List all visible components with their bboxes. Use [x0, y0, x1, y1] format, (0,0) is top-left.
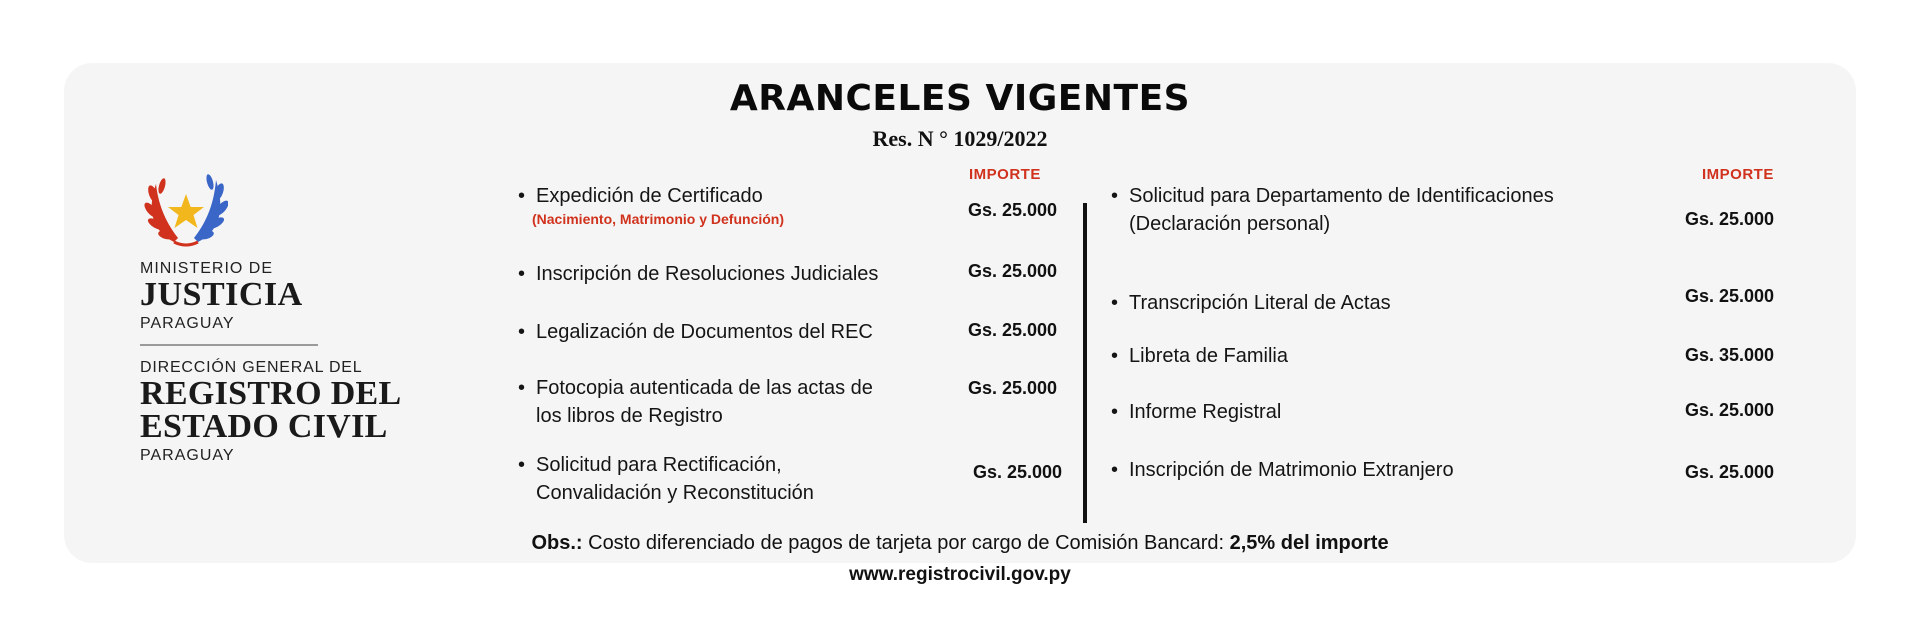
item-price: Gs. 25.000 [973, 462, 1063, 482]
obs-text: Costo diferenciado de pagos de tarjeta por cargo de Comisión Bancard: [582, 532, 1230, 554]
item-label-line2: (Declaración personal) [1129, 213, 1331, 235]
item-note: (Nacimiento, Matrimonio y Defunción) [532, 211, 785, 227]
item-price: Gs. 25.000 [1685, 400, 1775, 420]
list-item [1111, 342, 1288, 370]
item-label: Expedición de Certificado [536, 185, 763, 207]
item-price: Gs. 25.000 [968, 261, 1058, 281]
ministry-name: JUSTICIA [140, 276, 303, 313]
resolution-number: Res. N ° 1029/2022 [872, 126, 1048, 151]
item-label-line1: Fotocopia autenticada de las actas de [536, 377, 873, 399]
item-label-line2: los libros de Registro [536, 405, 723, 427]
bullet-icon: • [1111, 292, 1119, 314]
item-label: Informe Registral [1129, 401, 1282, 423]
page-title: ARANCELES VIGENTES [729, 78, 1191, 119]
item-label: Legalización de Documentos del REC [536, 321, 873, 343]
obs-highlight: 2,5% del importe [1229, 532, 1389, 554]
column-divider [1083, 203, 1087, 523]
list-item [1111, 398, 1282, 426]
ministry-label: MINISTERIO DE [140, 260, 274, 277]
list-item [518, 451, 814, 507]
item-label: Libreta de Familia [1129, 345, 1288, 367]
direction-name [140, 377, 402, 443]
left-importe-header: IMPORTE [969, 166, 1041, 183]
item-price: Gs. 25.000 [1685, 462, 1775, 482]
logo-divider [140, 344, 318, 346]
bullet-icon: • [518, 185, 526, 207]
obs-label: Obs.: [531, 532, 583, 554]
observation-note [0, 532, 1920, 555]
item-price: Gs. 25.000 [968, 200, 1058, 220]
direction-country: PARAGUAY [140, 447, 235, 464]
bullet-icon: • [518, 263, 526, 285]
website-link[interactable]: www.registrocivil.gov.py [849, 564, 1071, 585]
item-price: Gs. 25.000 [1685, 209, 1775, 229]
bullet-icon: • [1111, 459, 1119, 481]
bullet-icon: • [1111, 345, 1119, 367]
right-importe-header: IMPORTE [1702, 166, 1774, 183]
paraguay-star-laurel-emblem-icon [144, 172, 228, 248]
item-label: Inscripción de Resoluciones Judiciales [536, 263, 879, 285]
list-item [518, 260, 879, 288]
ministry-country: PARAGUAY [140, 315, 235, 332]
bullet-icon: • [518, 454, 526, 476]
item-label-line2: Convalidación y Reconstitución [536, 482, 814, 504]
bullet-icon: • [1111, 401, 1119, 423]
direction-name-line2: ESTADO CIVIL [140, 408, 388, 445]
list-item [518, 374, 873, 430]
list-item [518, 182, 785, 228]
list-item [1111, 289, 1391, 317]
item-price: Gs. 25.000 [968, 320, 1058, 340]
item-label-line1: Solicitud para Departamento de Identificaciones [1129, 185, 1554, 207]
item-price: Gs. 35.000 [1685, 345, 1775, 365]
item-price: Gs. 25.000 [1685, 286, 1775, 306]
bullet-icon: • [518, 377, 526, 399]
list-item [518, 318, 873, 346]
item-label-line1: Solicitud para Rectificación, [536, 454, 782, 476]
item-label: Transcripción Literal de Actas [1129, 292, 1391, 314]
item-label: Inscripción de Matrimonio Extranjero [1129, 459, 1454, 481]
bullet-icon: • [1111, 185, 1119, 207]
bullet-icon: • [518, 321, 526, 343]
item-price: Gs. 25.000 [968, 378, 1058, 398]
direction-label: DIRECCIÓN GENERAL DEL [140, 359, 363, 376]
list-item [1111, 456, 1454, 484]
direction-name-line1: REGISTRO DEL [140, 375, 402, 412]
list-item [1111, 182, 1554, 238]
